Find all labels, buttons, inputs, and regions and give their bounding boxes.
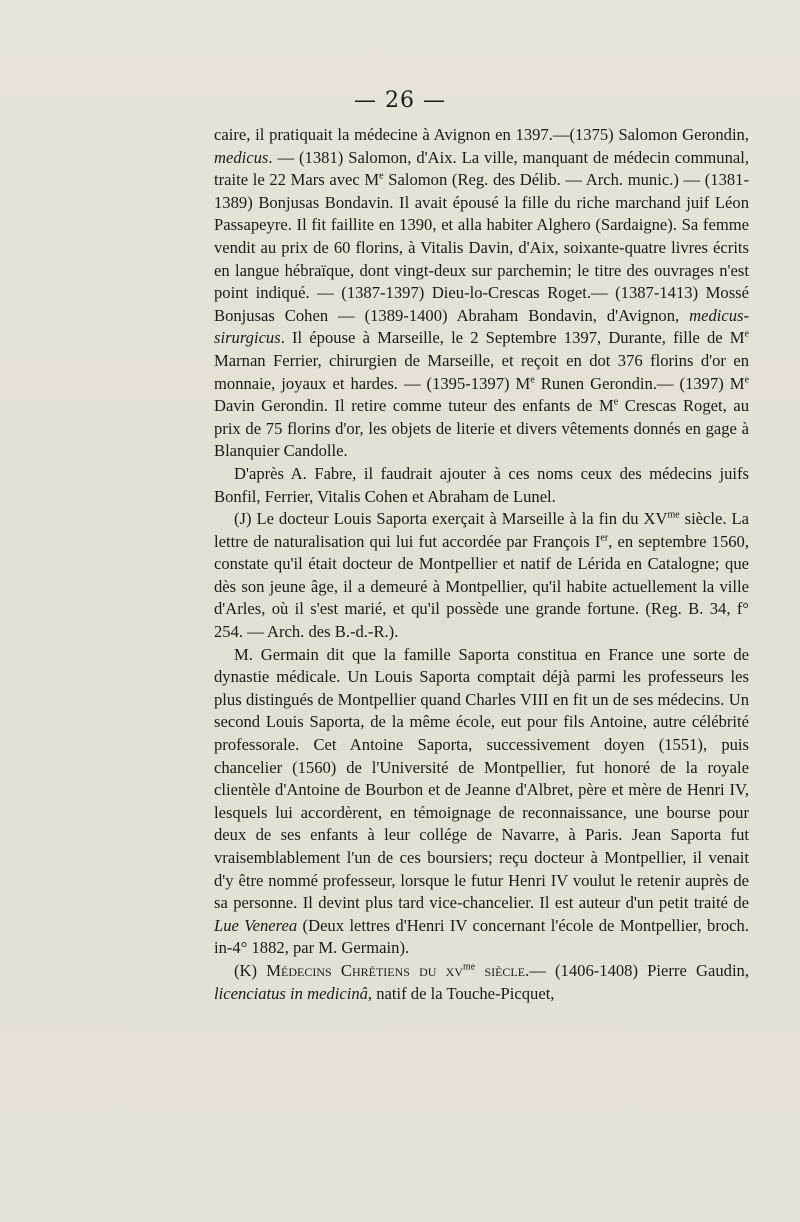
italic-text: medicus-sirurgicus: [214, 305, 749, 348]
italic-text: licenciatus in medicinâ: [214, 983, 368, 1003]
text-run: D'après A. Fabre, il faudrait ajouter à ces noms ceux des médecins juifs Bonfil, Ferrier, Vitalis Cohen et Abraham de Lunel.: [214, 463, 749, 506]
superscript: e: [379, 170, 384, 182]
superscript: er: [600, 532, 609, 544]
text-run: siècle. La lettre de naturalisation qui lui fut accordée par François I: [214, 509, 749, 551]
paragraph-p3: [214, 508, 749, 644]
superscript: e: [744, 328, 749, 340]
page-number: — 26 —: [354, 88, 446, 113]
text-run: Davin Gerondin. Il retire comme tuteur des enfants de M: [214, 396, 614, 416]
italic-text: Lue Venerea: [214, 915, 298, 935]
text-run: Runen Gerondin.— (1397) M: [534, 373, 745, 393]
superscript: e: [744, 374, 750, 385]
text-run: . Il épouse à Marseille, le 2 Septembre 1397, Durante, fille de M: [280, 328, 745, 348]
small-caps-text: Médecins Chrétiens du xv: [266, 960, 463, 980]
text-run: Crescas Roget, au prix de 75 florins d'or, les objets de literie et divers vêtements donnés en gage à Blanquier Candolle.: [214, 396, 749, 461]
paragraph-p1: [214, 124, 749, 463]
text-run: .— (1406-1408) Pierre Gaudin,: [525, 960, 750, 980]
text-run: , natif de la Touche-Picquet,: [367, 983, 555, 1003]
text-run: Marnan Ferrier, chirurgien de Marseille, et reçoit en dot 376 florins d'or en monnaie, joyaux et hardes. — (1395-1397) M: [214, 350, 749, 393]
paragraph-p2: [214, 463, 749, 508]
text-run: (Deux lettres d'Henri IV concernant l'école de Montpellier, broch. in-4° 1882, par M. Germain).: [214, 915, 749, 958]
paragraph-p5: [214, 960, 749, 1005]
text-run: M. Germain dit que la famille Saporta constitua en France une sorte de dynastie médicale. Un Louis Saporta comptait déjà parmi les professeurs les plus distingués de Montpellier quand Charles VIII en fit un de ses médecins. Un second Louis Saporta, de la même école, eut pour fils Antoine, autre célébrité professorale. Cet Antoine Saporta, successivement doyen (1551), puis chancelier (1560) de l'Université de Montpellier, fut honoré de la royale clientèle d'Antoine de Bourbon et de Jeanne d'Albret, père et mère de Henri IV, lesquels lui accordèrent, en témoignage de reconnaissance, une bourse pour deux de ses enfants à leur collége de Navarre, à Paris. Jean Saporta fut vraisemblablement l'un de ces boursiers; reçu docteur à Montpellier, il venait d'y être nommé professeur, lorsque le futur Henri IV voulut le retenir auprès de sa personne. Il devint plus tard vice-chancelier. Il est auteur d'un petit traité de: [214, 644, 749, 913]
text-run: (K): [234, 960, 267, 980]
text-run: . — (1381) Salomon, d'Aix. La ville, manquant de médecin communal, traite le 22 Mars avec M: [214, 147, 749, 190]
superscript: e: [530, 374, 535, 385]
text-run: caire, il pratiquait la médecine à Avignon en 1397.—(1375) Salomon Gerondin,: [214, 125, 749, 144]
superscript: me: [463, 961, 476, 973]
italic-text: medicus: [214, 147, 269, 167]
small-caps-text: siècle: [475, 960, 526, 980]
text-run: , en septembre 1560, constate qu'il était docteur de Montpellier et natif de Lérida en Catalogne; que dès son jeune âge, il a demeuré à Montpellier, qu'il habite actuellement la ville d'Arles, où il s'est marié, et qu'il possède une grande fortune. (Reg. B. 34, f° 254. — Arch. des B.-d.-R.).: [214, 531, 749, 642]
text-run: Salomon (Reg. des Délib. — Arch. munic.) — (1381-1389) Bonjusas Bondavin. Il avait épousé la fille du riche marchand juif Léon Passapeyre. Il fit faillite en 1390, et alla habiter Alghero (Sardaigne). Sa femme vendit au prix de 60 florins, à Vitalis Davin, d'Aix, soixante-quatre livres écrits en langue hébraïque, dont vingt-deux sur parchemin; le titre des ouvrages n'est point indiqué. — (1387-1397) Dieu-lo-Crescas Roget.— (1387-1413) Mossé Bonjusas Cohen — (1389-1400) Abraham Bondavin, d'Avignon,: [214, 170, 750, 325]
text-run: (J) Le docteur Louis Saporta exerçait à Marseille à la fin du XV: [234, 509, 668, 529]
superscript: me: [667, 509, 680, 521]
superscript: e: [613, 396, 619, 408]
paragraph-p4: [214, 644, 749, 960]
text-body: [214, 124, 749, 1005]
